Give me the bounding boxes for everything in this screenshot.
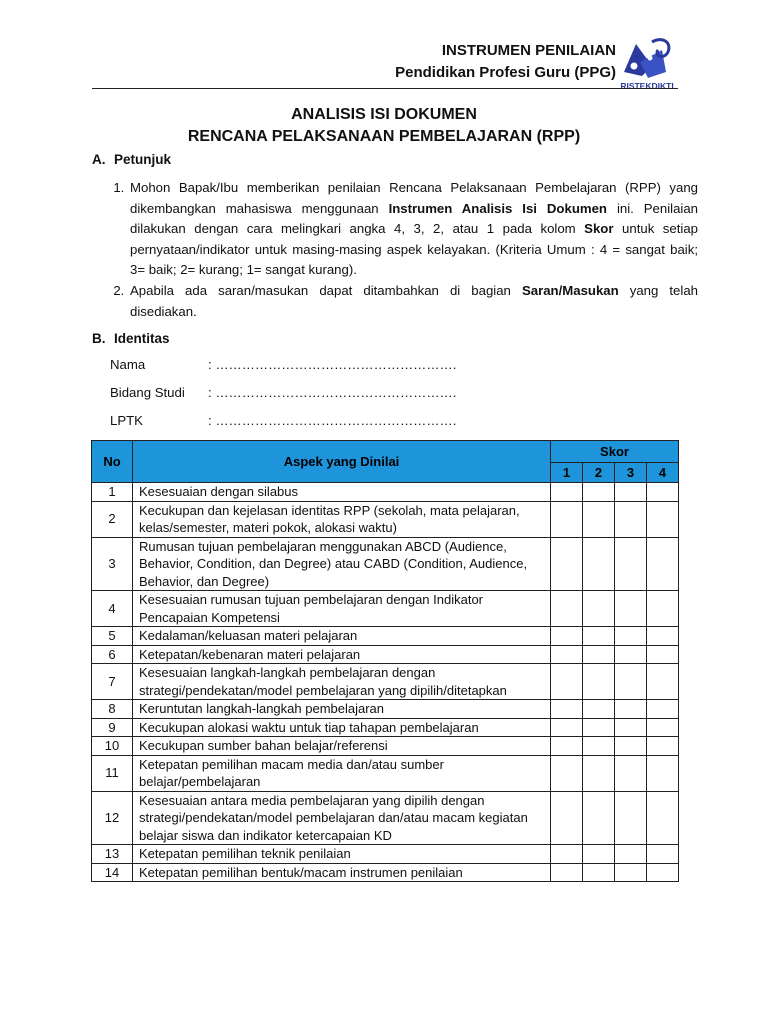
score-header-4: 4 <box>647 463 679 483</box>
section-b-title: Identitas <box>114 331 170 346</box>
score-cell-1[interactable] <box>551 537 583 591</box>
table-row <box>92 791 679 845</box>
lptk-field[interactable]: : ………………………………………………. <box>208 413 457 428</box>
document-title <box>0 104 768 148</box>
score-cell-3[interactable] <box>615 737 647 756</box>
score-cell-4[interactable] <box>647 845 679 864</box>
row-number: 1 <box>92 483 133 502</box>
score-cell-3[interactable] <box>615 845 647 864</box>
aspect-text: Ketepatan pemilihan macam media dan/atau sumber belajar/pembelajaran <box>133 755 551 791</box>
table-row <box>92 591 679 627</box>
score-cell-2[interactable] <box>583 537 615 591</box>
score-cell-3[interactable] <box>615 537 647 591</box>
aspect-text: Kecukupan alokasi waktu untuk tiap tahapan pembelajaran <box>133 718 551 737</box>
score-cell-4[interactable] <box>647 718 679 737</box>
row-number: 14 <box>92 863 133 882</box>
row-number: 6 <box>92 645 133 664</box>
score-cell-4[interactable] <box>647 863 679 882</box>
field-label: Nama <box>110 357 146 372</box>
score-cell-2[interactable] <box>583 483 615 502</box>
table-row <box>92 863 679 882</box>
score-cell-2[interactable] <box>583 501 615 537</box>
score-cell-4[interactable] <box>647 737 679 756</box>
table-row <box>92 755 679 791</box>
title-line-2: RENCANA PELAKSANAAN PEMBELAJARAN (RPP) <box>187 128 581 145</box>
aspect-text: Kesesuaian antara media pembelajaran yang dipilih dengan strategi/pendekatan/model pembelajaran dan/atau macam kegiatan belajar siswa dan indikator ketercapaian KD <box>133 791 551 845</box>
aspect-text: Ketepatan/kebenaran materi pelajaran <box>133 645 551 664</box>
score-cell-3[interactable] <box>615 501 647 537</box>
score-cell-1[interactable] <box>551 700 583 719</box>
score-cell-2[interactable] <box>583 791 615 845</box>
table-row <box>92 700 679 719</box>
row-number: 7 <box>92 664 133 700</box>
section-b-label: B. <box>92 331 106 346</box>
score-cell-4[interactable] <box>647 537 679 591</box>
column-header-aspek: Aspek yang Dinilai <box>133 441 551 483</box>
section-a-heading <box>92 152 171 167</box>
score-cell-3[interactable] <box>615 483 647 502</box>
score-cell-1[interactable] <box>551 627 583 646</box>
score-cell-2[interactable] <box>583 863 615 882</box>
ristekdikti-logo-icon <box>618 36 676 92</box>
table-row <box>92 501 679 537</box>
title-line-1: ANALISIS ISI DOKUMEN <box>291 106 477 123</box>
aspect-text: Kecukupan sumber bahan belajar/referensi <box>133 737 551 756</box>
score-cell-1[interactable] <box>551 664 583 700</box>
assessment-table <box>91 440 679 882</box>
score-cell-4[interactable] <box>647 645 679 664</box>
score-cell-1[interactable] <box>551 845 583 864</box>
identity-row-nama <box>110 357 456 372</box>
header-title: INSTRUMEN PENILAIAN <box>441 42 616 59</box>
aspect-text: Kecukupan dan kejelasan identitas RPP (sekolah, mata pelajaran, kelas/semester, materi pokok, alokasi waktu) <box>133 501 551 537</box>
row-number: 2 <box>92 501 133 537</box>
score-cell-1[interactable] <box>551 591 583 627</box>
field-label: Bidang Studi <box>110 385 185 400</box>
column-header-no: No <box>92 441 133 483</box>
score-cell-3[interactable] <box>615 627 647 646</box>
score-cell-3[interactable] <box>615 664 647 700</box>
instruction-item-2: 2. Apabila ada saran/masukan dapat ditambahkan di bagian Saran/Masukan yang telah disediakan. <box>128 281 698 322</box>
score-cell-1[interactable] <box>551 755 583 791</box>
score-cell-4[interactable] <box>647 700 679 719</box>
score-cell-4[interactable] <box>647 664 679 700</box>
score-cell-3[interactable] <box>615 718 647 737</box>
score-cell-2[interactable] <box>583 845 615 864</box>
row-number: 9 <box>92 718 133 737</box>
row-number: 12 <box>92 791 133 845</box>
identity-row-lptk <box>110 413 456 428</box>
aspect-text: Ketepatan pemilihan bentuk/macam instrumen penilaian <box>133 863 551 882</box>
row-number: 13 <box>92 845 133 864</box>
aspect-text: Kesesuaian rumusan tujuan pembelajaran dengan Indikator Pencapaian Kompetensi <box>133 591 551 627</box>
document-header <box>395 40 616 84</box>
table-row <box>92 845 679 864</box>
score-cell-2[interactable] <box>583 664 615 700</box>
section-a-label: A. <box>92 152 106 167</box>
score-cell-2[interactable] <box>583 627 615 646</box>
score-cell-2[interactable] <box>583 718 615 737</box>
row-number: 4 <box>92 591 133 627</box>
aspect-text: Kesesuaian langkah-langkah pembelajaran dengan strategi/pendekatan/model pembelajaran yang dipilih/ditetapkan <box>133 664 551 700</box>
score-cell-1[interactable] <box>551 791 583 845</box>
table-row <box>92 537 679 591</box>
subject-field[interactable]: : ………………………………………………. <box>208 385 457 400</box>
score-cell-1[interactable] <box>551 483 583 502</box>
logo-text: RISTEKDIKTI <box>620 81 674 91</box>
aspect-text: Kedalaman/keluasan materi pelajaran <box>133 627 551 646</box>
score-header-3: 3 <box>615 463 647 483</box>
score-cell-2[interactable] <box>583 591 615 627</box>
row-number: 10 <box>92 737 133 756</box>
table-row <box>92 627 679 646</box>
score-cell-1[interactable] <box>551 718 583 737</box>
table-row <box>92 718 679 737</box>
score-cell-2[interactable] <box>583 737 615 756</box>
instruction-list <box>108 178 698 322</box>
table-row <box>92 737 679 756</box>
row-number: 5 <box>92 627 133 646</box>
aspect-text: Ketepatan pemilihan teknik penilaian <box>133 845 551 864</box>
score-cell-2[interactable] <box>583 755 615 791</box>
header-subtitle: Pendidikan Profesi Guru (PPG) <box>395 64 616 81</box>
score-cell-4[interactable] <box>647 791 679 845</box>
score-cell-4[interactable] <box>647 591 679 627</box>
score-cell-4[interactable] <box>647 627 679 646</box>
score-cell-3[interactable] <box>615 791 647 845</box>
aspect-text: Kesesuaian dengan silabus <box>133 483 551 502</box>
name-field[interactable]: : ………………………………………………. <box>208 357 457 372</box>
row-number: 11 <box>92 755 133 791</box>
score-cell-4[interactable] <box>647 755 679 791</box>
score-cell-1[interactable] <box>551 645 583 664</box>
section-a-title: Petunjuk <box>114 152 172 167</box>
score-cell-3[interactable] <box>615 755 647 791</box>
header-divider <box>92 88 678 89</box>
score-cell-4[interactable] <box>647 483 679 502</box>
score-header-2: 2 <box>583 463 615 483</box>
column-header-skor: Skor <box>551 441 679 463</box>
identity-row-bidang-studi <box>110 385 456 400</box>
score-cell-1[interactable] <box>551 501 583 537</box>
score-cell-3[interactable] <box>615 863 647 882</box>
row-number: 3 <box>92 537 133 591</box>
score-cell-3[interactable] <box>615 645 647 664</box>
aspect-text: Keruntutan langkah-langkah pembelajaran <box>133 700 551 719</box>
table-row <box>92 664 679 700</box>
score-cell-1[interactable] <box>551 863 583 882</box>
assessment-table-body <box>92 483 679 882</box>
table-row <box>92 483 679 502</box>
aspect-text: Rumusan tujuan pembelajaran menggunakan ABCD (Audience, Behavior, Condition, dan Degree) atau CABD (Condition, Audience, Behavior, dan Degree) <box>133 537 551 591</box>
score-cell-3[interactable] <box>615 700 647 719</box>
score-cell-2[interactable] <box>583 645 615 664</box>
score-cell-3[interactable] <box>615 591 647 627</box>
score-cell-4[interactable] <box>647 501 679 537</box>
score-header-1: 1 <box>551 463 583 483</box>
score-cell-2[interactable] <box>583 700 615 719</box>
table-row <box>92 645 679 664</box>
section-b-heading <box>92 331 170 346</box>
row-number: 8 <box>92 700 133 719</box>
instruction-item-1: 1. Mohon Bapak/Ibu memberikan penilaian Rencana Pelaksanaan Pembelajaran (RPP) yang dikembangkan mahasiswa menggunaan Instrumen Analisis Isi Dokumen ini. Penilaian dilakukan dengan cara melingkari angka 4, 3, 2, atau 1 pada kolom Skor untuk setiap pernyataan/indikator untuk masing-masing aspek kelayakan. (Kriteria Umum : 4 = sangat baik; 3= baik; 2= kurang; 1= sangat kurang). <box>128 178 698 281</box>
field-label: LPTK <box>110 413 143 428</box>
score-cell-1[interactable] <box>551 737 583 756</box>
